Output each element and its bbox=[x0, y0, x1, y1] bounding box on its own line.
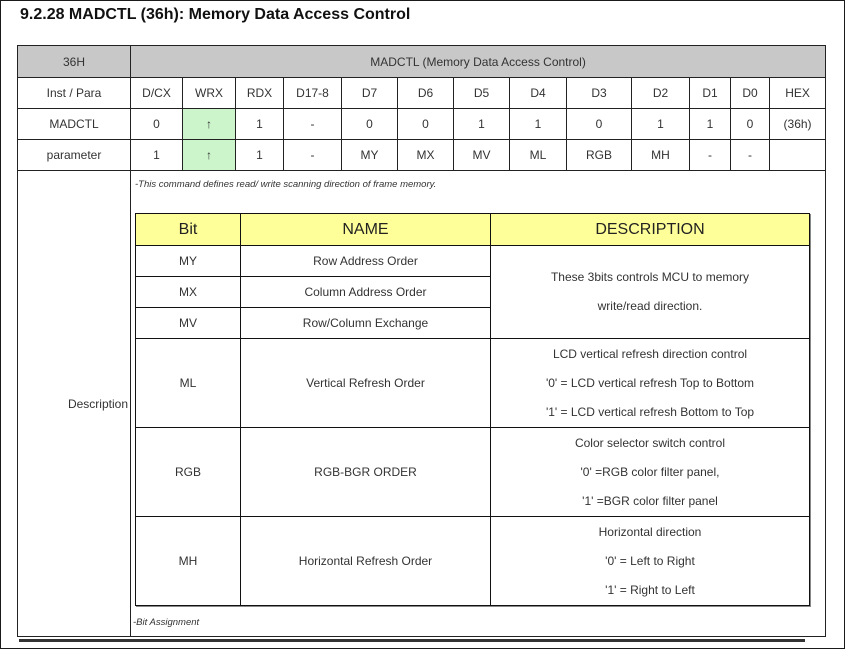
col-header: D7 bbox=[342, 78, 398, 109]
section-divider bbox=[19, 639, 805, 642]
section-title: 9.2.28 MADCTL (36h): Memory Data Access Control bbox=[20, 6, 411, 23]
bit-assignment-table bbox=[135, 213, 810, 606]
description-line: Color selector switch control bbox=[574, 435, 726, 450]
col-header: WRX bbox=[183, 78, 236, 109]
description-line: '0' = Left to Right bbox=[605, 553, 695, 568]
description-intro: -This command defines read/ write scanning direction of frame memory. bbox=[135, 179, 437, 190]
description-line: '0' =RGB color filter panel, bbox=[580, 464, 720, 479]
madctl-command-table bbox=[17, 45, 826, 637]
wrx-up-arrow-icon: ↑ bbox=[183, 109, 236, 140]
cell: 1 bbox=[454, 109, 510, 140]
description-line: '1' =BGR color filter panel bbox=[582, 493, 718, 508]
description-cell bbox=[131, 171, 826, 637]
cell: RGB bbox=[567, 140, 632, 171]
name-cell: Horizontal Refresh Order bbox=[241, 517, 491, 606]
name-cell: RGB-BGR ORDER bbox=[241, 428, 491, 517]
cell: 0 bbox=[567, 109, 632, 140]
bit-row-rgb bbox=[136, 428, 810, 517]
cell: 1 bbox=[236, 140, 284, 171]
wrx-up-arrow-icon: ↑ bbox=[183, 140, 236, 171]
cell: - bbox=[284, 109, 342, 140]
cell: 1 bbox=[236, 109, 284, 140]
group-description-cell bbox=[491, 246, 810, 339]
bit-cell: RGB bbox=[136, 428, 241, 517]
col-header: D17-8 bbox=[284, 78, 342, 109]
bit-header: Bit bbox=[136, 214, 241, 246]
bit-row-mh bbox=[136, 517, 810, 606]
name-cell: Row Address Order bbox=[241, 246, 491, 277]
cell bbox=[770, 140, 826, 171]
cell: MY bbox=[342, 140, 398, 171]
bit-assignment-note: -Bit Assignment bbox=[133, 617, 200, 628]
description-row bbox=[18, 171, 826, 637]
description-line: write/read direction. bbox=[597, 299, 703, 313]
bit-row-ml bbox=[136, 339, 810, 428]
cell: 0 bbox=[398, 109, 454, 140]
cell: - bbox=[690, 140, 731, 171]
cell: 0 bbox=[131, 109, 183, 140]
description-line: Horizontal direction bbox=[598, 524, 702, 539]
col-header: D3 bbox=[567, 78, 632, 109]
column-header-row bbox=[18, 78, 826, 109]
cell: parameter bbox=[18, 140, 131, 171]
col-header: HEX bbox=[770, 78, 826, 109]
col-header: D6 bbox=[398, 78, 454, 109]
bit-cell: MY bbox=[136, 246, 241, 277]
cell: - bbox=[284, 140, 342, 171]
bit-cell: MH bbox=[136, 517, 241, 606]
description-label: Description bbox=[18, 171, 131, 637]
cell: ML bbox=[510, 140, 567, 171]
command-code: 36H bbox=[18, 46, 131, 78]
name-header: NAME bbox=[241, 214, 491, 246]
description-line: These 3bits controls MCU to memory bbox=[550, 270, 750, 284]
col-header: RDX bbox=[236, 78, 284, 109]
description-header: DESCRIPTION bbox=[491, 214, 810, 246]
ml-description-cell bbox=[491, 339, 810, 428]
col-header: D0 bbox=[731, 78, 770, 109]
name-cell: Column Address Order bbox=[241, 277, 491, 308]
bit-cell: MX bbox=[136, 277, 241, 308]
cell: MV bbox=[454, 140, 510, 171]
cell: MX bbox=[398, 140, 454, 171]
cell: - bbox=[731, 140, 770, 171]
col-header: Inst / Para bbox=[18, 78, 131, 109]
command-header-row bbox=[18, 46, 826, 78]
col-header: D4 bbox=[510, 78, 567, 109]
table-row-madctl bbox=[18, 109, 826, 140]
cell: 1 bbox=[632, 109, 690, 140]
col-header: D2 bbox=[632, 78, 690, 109]
col-header: D5 bbox=[454, 78, 510, 109]
col-header: D/CX bbox=[131, 78, 183, 109]
rgb-description-cell bbox=[491, 428, 810, 517]
bit-table-header bbox=[136, 214, 810, 246]
table-row-parameter bbox=[18, 140, 826, 171]
description-line: '0' = LCD vertical refresh Top to Bottom bbox=[545, 375, 755, 390]
cell: 1 bbox=[510, 109, 567, 140]
description-line: LCD vertical refresh direction control bbox=[552, 346, 748, 361]
command-name: MADCTL (Memory Data Access Control) bbox=[131, 46, 826, 78]
bit-cell: MV bbox=[136, 308, 241, 339]
cell: MADCTL bbox=[18, 109, 131, 140]
description-line: '1' = LCD vertical refresh Bottom to Top bbox=[545, 404, 755, 419]
cell: (36h) bbox=[770, 109, 826, 140]
mh-description-cell bbox=[491, 517, 810, 606]
col-header: D1 bbox=[690, 78, 731, 109]
bit-cell: ML bbox=[136, 339, 241, 428]
cell: 0 bbox=[342, 109, 398, 140]
cell: MH bbox=[632, 140, 690, 171]
name-cell: Vertical Refresh Order bbox=[241, 339, 491, 428]
name-cell: Row/Column Exchange bbox=[241, 308, 491, 339]
cell: 1 bbox=[690, 109, 731, 140]
bit-row-my bbox=[136, 246, 810, 277]
description-line: '1' = Right to Left bbox=[605, 582, 695, 597]
cell: 0 bbox=[731, 109, 770, 140]
cell: 1 bbox=[131, 140, 183, 171]
